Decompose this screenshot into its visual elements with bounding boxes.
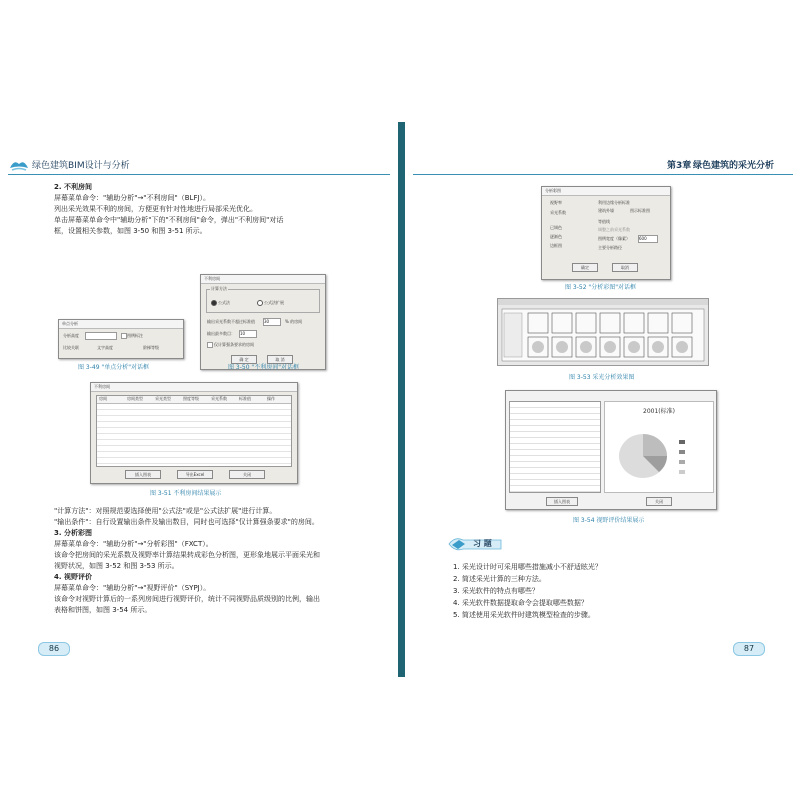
field-unit: % 的房间 — [285, 319, 303, 324]
radio-label: 图示标准图 — [630, 208, 650, 213]
figure-caption: 图 3-51 不利房间结果展示 — [150, 490, 222, 497]
field-label: 文字高度 — [97, 345, 113, 350]
body-line: "输出条件"：自行设置输出条件及输出数目，同时也可选择"仅计算强条要求"的房间。 — [54, 518, 319, 526]
field-label: 等值线 — [598, 219, 610, 224]
page-number: 86 — [38, 642, 70, 656]
question: 2. 简述采光计算的三种方法。 — [453, 575, 546, 583]
header-rule — [413, 174, 793, 175]
insert-chart-button[interactable]: 插入图表 — [546, 497, 578, 506]
column-header: 采光系数 — [211, 396, 227, 401]
column-header: 标准值 — [239, 396, 251, 401]
book-logo-icon — [8, 156, 30, 174]
column-header: 操作 — [267, 396, 275, 401]
field-label: 阶梯等级 — [143, 345, 159, 350]
close-button[interactable]: 关闭 — [646, 497, 672, 506]
body-line: 该命令对视野计算后的一系列房间进行视野评价，统计不同视野品质级别的比例，输出 — [54, 595, 320, 603]
body-line: 屏幕菜单命令："辅助分析"→"不利房间"（BLFJ）。 — [54, 194, 211, 202]
radio-label: 采光系数 — [550, 210, 566, 215]
cancel-button[interactable]: 取消 — [612, 263, 638, 272]
field-label: 分析高度 — [63, 333, 79, 338]
formula-radio[interactable] — [211, 300, 217, 306]
body-line: 屏幕菜单命令："辅助分析"→"视野评价"（SYPJ）。 — [54, 584, 211, 592]
section-heading: 4. 视野评价 — [54, 573, 92, 581]
export-excel-button[interactable]: 导出Excel — [177, 470, 213, 479]
single-point-dialog — [58, 319, 184, 359]
dialog-title: 分析彩图 — [542, 187, 670, 196]
formula-ext-radio[interactable] — [257, 300, 263, 306]
radio-label: 视野率 — [550, 200, 562, 205]
figure-caption: 图 3-50 "不利房间"对话框 — [228, 364, 299, 371]
figure-caption: 图 3-49 "单点分析"对话框 — [78, 364, 149, 371]
column-header: 采光类型 — [155, 396, 171, 401]
pie-chart — [613, 422, 713, 484]
body-line: 视野状况，如图 3-52 和图 3-53 所示。 — [54, 562, 179, 570]
evaluation-table — [509, 401, 601, 493]
question: 4. 采光软件数据提取命令会提取哪些数据？ — [453, 599, 588, 607]
field-label: 比较关联 — [63, 345, 79, 350]
pie-chart-panel — [604, 401, 714, 493]
exercise-title: 习 题 — [473, 539, 492, 548]
floor-plan-illustration — [498, 299, 708, 365]
figure-caption: 图 3-53 采光分析效果图 — [569, 374, 635, 381]
dialog-title: 不利房间 — [91, 383, 297, 392]
field-label: 调整之前采光系数 — [598, 227, 630, 232]
body-line: "计算方法"：对照规范要选择使用"公式法"或是"公式法扩展"进行计算。 — [54, 507, 277, 515]
running-header: 绿色建筑的采光分析 — [693, 161, 775, 171]
body-line: 列出采光效果不利的房间，方便更有针对性地进行局部采光优化。 — [54, 205, 257, 213]
field-label: 图例标注 — [127, 333, 143, 338]
color-analysis-dialog — [541, 186, 671, 280]
result-table — [96, 395, 292, 467]
column-header: 房间类型 — [127, 396, 143, 401]
daylight-analysis-image — [497, 298, 709, 366]
left-page — [0, 122, 398, 677]
radio-label: 公式法扩展 — [264, 300, 284, 305]
right-page — [405, 122, 800, 677]
header-rule — [8, 174, 390, 175]
question: 3. 采光软件的特点有哪些？ — [453, 587, 539, 595]
book-spine — [398, 122, 405, 677]
bad-room-result-dialog — [90, 382, 298, 484]
figure-caption: 图 3-52 "分析彩图"对话框 — [565, 284, 636, 291]
insert-chart-button[interactable]: 插入图表 — [125, 470, 161, 479]
height-input[interactable] — [85, 332, 117, 340]
dialog-title: 不利房间 — [201, 275, 325, 284]
section-heading: 2. 不利房间 — [54, 183, 92, 191]
checkbox-label: 已调色 — [550, 225, 562, 230]
section-heading: 3. 分析彩图 — [54, 529, 92, 537]
radio-label: 利用边缘分析标准 — [598, 200, 630, 205]
running-header: 绿色建筑BIM设计与分析 — [32, 161, 130, 171]
mandatory-checkbox[interactable] — [207, 342, 213, 348]
cancel-button[interactable]: 取 消 — [267, 355, 293, 364]
view-evaluation-dialog — [505, 390, 717, 510]
checkbox-label: 主要分析路径 — [598, 245, 622, 250]
chapter-label: 第3章 — [667, 161, 692, 171]
page-number: 87 — [733, 642, 765, 656]
checkbox-label: 逐渐色 — [550, 234, 562, 239]
ok-button[interactable]: 确定 — [572, 263, 598, 272]
question: 1. 采光设计时可采用哪些措施减小不舒适眩光？ — [453, 563, 602, 571]
field-label: 图例宽度（像素） — [598, 236, 630, 241]
radio-label: 公式法 — [218, 300, 230, 305]
threshold-input[interactable]: 30 — [263, 318, 281, 326]
checkbox-label: 仅计算强条要求的房间 — [214, 342, 254, 347]
dialog-title: 单点分析 — [59, 320, 183, 329]
chart-title: 2001(标准) — [643, 408, 675, 415]
column-header: 照度等级 — [183, 396, 199, 401]
question: 5. 简述使用采光软件时建筑模型检查的步骤。 — [453, 611, 595, 619]
body-line: 该命令把房间的采光系数及视野率计算结果转成彩色分析图，更形象地展示平面采光和 — [54, 551, 320, 559]
bad-room-dialog — [200, 274, 326, 370]
group-label: 计算方法 — [211, 286, 227, 291]
column-header: 房间 — [99, 396, 107, 401]
table-rows-placeholder — [97, 404, 291, 466]
body-line: 屏幕菜单命令："辅助分析"→"分析彩图"（FXCT）。 — [54, 540, 213, 548]
ok-button[interactable]: 确 定 — [231, 355, 257, 364]
body-line: 表格和饼图，如图 3-54 所示。 — [54, 606, 152, 614]
field-label: 输出最多数目： — [207, 331, 235, 336]
close-button[interactable]: 关闭 — [229, 470, 265, 479]
body-line: 单击屏幕菜单命令中"辅助分析"下的"不利房间"命令，弹出"不利房间"对话 — [54, 216, 284, 224]
legend-width-input[interactable]: 600 — [638, 235, 658, 243]
figure-caption: 图 3-54 视野评价结果展示 — [573, 517, 645, 524]
checkbox-label: 边框图 — [550, 243, 562, 248]
body-line: 框，设置相关参数，如图 3-50 和图 3-51 所示。 — [54, 227, 207, 235]
max-count-input[interactable]: 10 — [239, 330, 257, 338]
field-label: 输出采光系数不超过标准值 — [207, 319, 255, 324]
radio-label: 建筑外墙 — [598, 208, 614, 213]
